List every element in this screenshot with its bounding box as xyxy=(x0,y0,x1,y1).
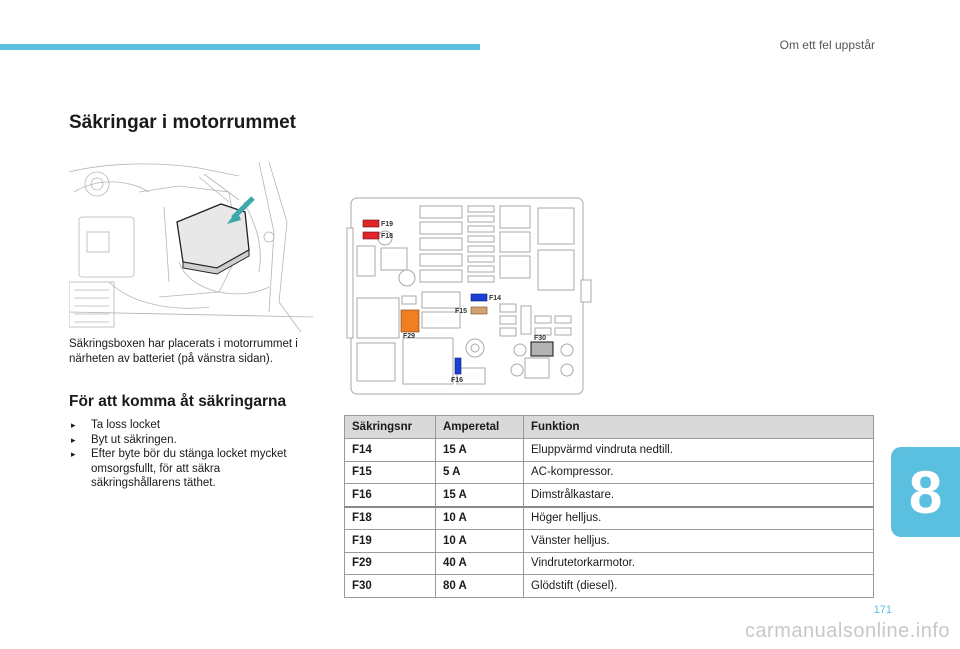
table-row xyxy=(345,575,874,598)
header-accent-bar xyxy=(0,44,480,50)
fuse-number: F14 xyxy=(345,439,436,462)
list-item xyxy=(69,447,309,491)
table-row xyxy=(345,439,874,462)
fuse-f15-icon xyxy=(471,307,487,314)
label-f16: F16 xyxy=(451,377,464,384)
list-item xyxy=(69,433,309,448)
fuse-amperage: 15 A xyxy=(436,439,524,462)
fuse-number: F16 xyxy=(345,484,436,507)
fuse-function: AC-kompressor. xyxy=(524,461,874,484)
fuse-function: Höger helljus. xyxy=(524,507,874,530)
fuse-number: F30 xyxy=(345,575,436,598)
step-text: Efter byte bör du stänga locket mycket omsorgsfullt, för att säkra säkringshållarens täthet. xyxy=(91,448,287,489)
fuse-f30-icon xyxy=(531,342,553,356)
column-header: Säkringsnr xyxy=(345,416,436,439)
fuse-f29-icon xyxy=(401,310,419,332)
fuse-amperage: 10 A xyxy=(436,530,524,553)
table-row xyxy=(345,552,874,575)
step-text: Ta loss locket xyxy=(91,419,161,431)
photo-caption: Säkringsboxen har placerats i motorrummet i närheten av batteriet (på vänstra sidan). xyxy=(69,338,298,365)
fuse-f18-icon xyxy=(363,232,379,239)
arrow-bullet-icon: ▸ xyxy=(71,420,76,430)
table-header-row xyxy=(345,416,874,439)
table-row xyxy=(345,530,874,553)
label-f15: F15 xyxy=(455,308,468,315)
label-f14: F14 xyxy=(489,295,502,302)
table-row xyxy=(345,461,874,484)
fuse-amperage: 10 A xyxy=(436,507,524,530)
fuse-function: Vänster helljus. xyxy=(524,530,874,553)
arrow-bullet-icon: ▸ xyxy=(71,449,76,459)
column-header: Amperetal xyxy=(436,416,524,439)
fuse-function: Vindrutetorkarmotor. xyxy=(524,552,874,575)
fuse-number: F19 xyxy=(345,530,436,553)
fusebox-diagram xyxy=(345,188,595,398)
fuse-number: F15 xyxy=(345,461,436,484)
watermark: carmanualsonline.info xyxy=(744,620,950,642)
fuse-f14-icon xyxy=(471,294,487,301)
page-title: Säkringar i motorrummet xyxy=(69,112,296,133)
engine-bay-illustration xyxy=(69,162,313,332)
fuse-amperage: 80 A xyxy=(436,575,524,598)
label-f18: F18 xyxy=(381,233,394,240)
fuse-amperage: 5 A xyxy=(436,461,524,484)
label-f29: F29 xyxy=(403,333,416,340)
label-f19: F19 xyxy=(381,221,394,228)
fuse-f19-icon xyxy=(363,220,379,227)
fuse-table xyxy=(344,415,874,598)
fusebox-drawing xyxy=(345,188,595,398)
fuse-amperage: 40 A xyxy=(436,552,524,575)
fuse-function: Eluppvärmd vindruta nedtill. xyxy=(524,439,874,462)
engine-bay-drawing xyxy=(69,162,313,332)
chapter-tab xyxy=(891,447,960,537)
fuse-number: F18 xyxy=(345,507,436,530)
table-row xyxy=(345,507,874,530)
fuse-amperage: 15 A xyxy=(436,484,524,507)
fuse-function: Dimstrålkastare. xyxy=(524,484,874,507)
steps-list xyxy=(69,418,309,491)
section-header: Om ett fel uppstår xyxy=(779,38,875,52)
table-row xyxy=(345,484,874,507)
sub-title: För att komma åt säkringarna xyxy=(69,393,287,410)
step-text: Byt ut säkringen. xyxy=(91,433,177,446)
page-number: 171 xyxy=(873,604,892,616)
fuse-function: Glödstift (diesel). xyxy=(524,575,874,598)
arrow-bullet-icon: ▸ xyxy=(71,434,76,445)
chapter-number: 8 xyxy=(908,458,943,526)
column-header: Funktion xyxy=(524,416,874,439)
label-f30: F30 xyxy=(534,335,547,342)
fuse-number: F29 xyxy=(345,552,436,575)
list-item xyxy=(69,418,309,433)
fuse-f16-icon xyxy=(455,358,461,374)
